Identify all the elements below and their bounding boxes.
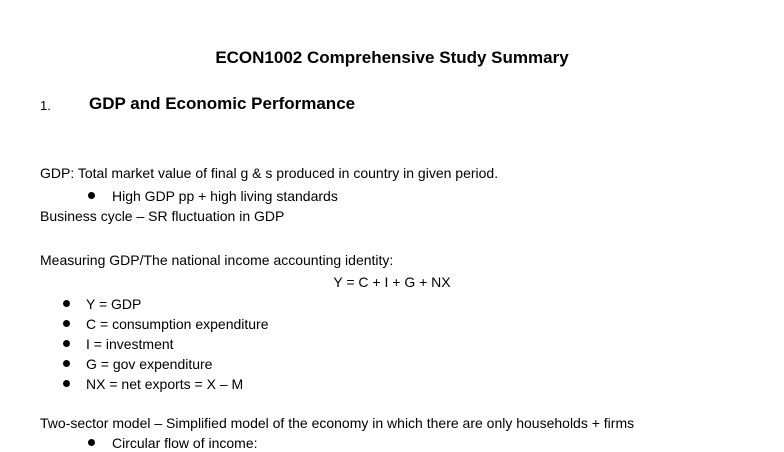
list-item — [63, 354, 212, 373]
two-sector-bullet-text: Circular flow of income: — [112, 435, 258, 452]
section-title: GDP and Economic Performance — [89, 94, 356, 113]
list-item — [63, 334, 174, 353]
bullet-marker — [88, 439, 95, 446]
list-item-text: Y = GDP — [86, 296, 142, 313]
two-sector-bullet — [88, 433, 258, 452]
document-title: ECON1002 Comprehensive Study Summary — [215, 48, 569, 67]
list-item-text: NX = net exports = X – M — [86, 376, 244, 393]
national-income-identity: Y = C + I + G + NX — [333, 274, 451, 290]
gdp-definition: GDP: Total market value of final g & s produced in country in given period. — [40, 165, 499, 181]
measuring-gdp-heading: Measuring GDP/The national income accounting identity: — [40, 252, 394, 268]
gdp-bullet-text: High GDP pp + high living standards — [112, 188, 338, 205]
bullet-marker — [63, 340, 70, 347]
list-item-text: G = gov expenditure — [86, 356, 213, 373]
bullet-marker — [88, 192, 95, 199]
list-item — [63, 294, 141, 313]
two-sector-model-line: Two-sector model – Simplified model of the economy in which there are only households + firms — [40, 415, 635, 431]
list-item-text: C = consumption expenditure — [86, 316, 269, 333]
list-item — [63, 374, 243, 393]
gdp-bullet — [88, 186, 338, 205]
list-item — [63, 314, 269, 333]
bullet-marker — [63, 380, 70, 387]
business-cycle-line: Business cycle – SR fluctuation in GDP — [40, 208, 285, 224]
list-item-text: I = investment — [86, 336, 174, 353]
bullet-marker — [63, 360, 70, 367]
section-number: 1. — [40, 98, 51, 113]
bullet-marker — [63, 300, 70, 307]
bullet-marker — [63, 320, 70, 327]
